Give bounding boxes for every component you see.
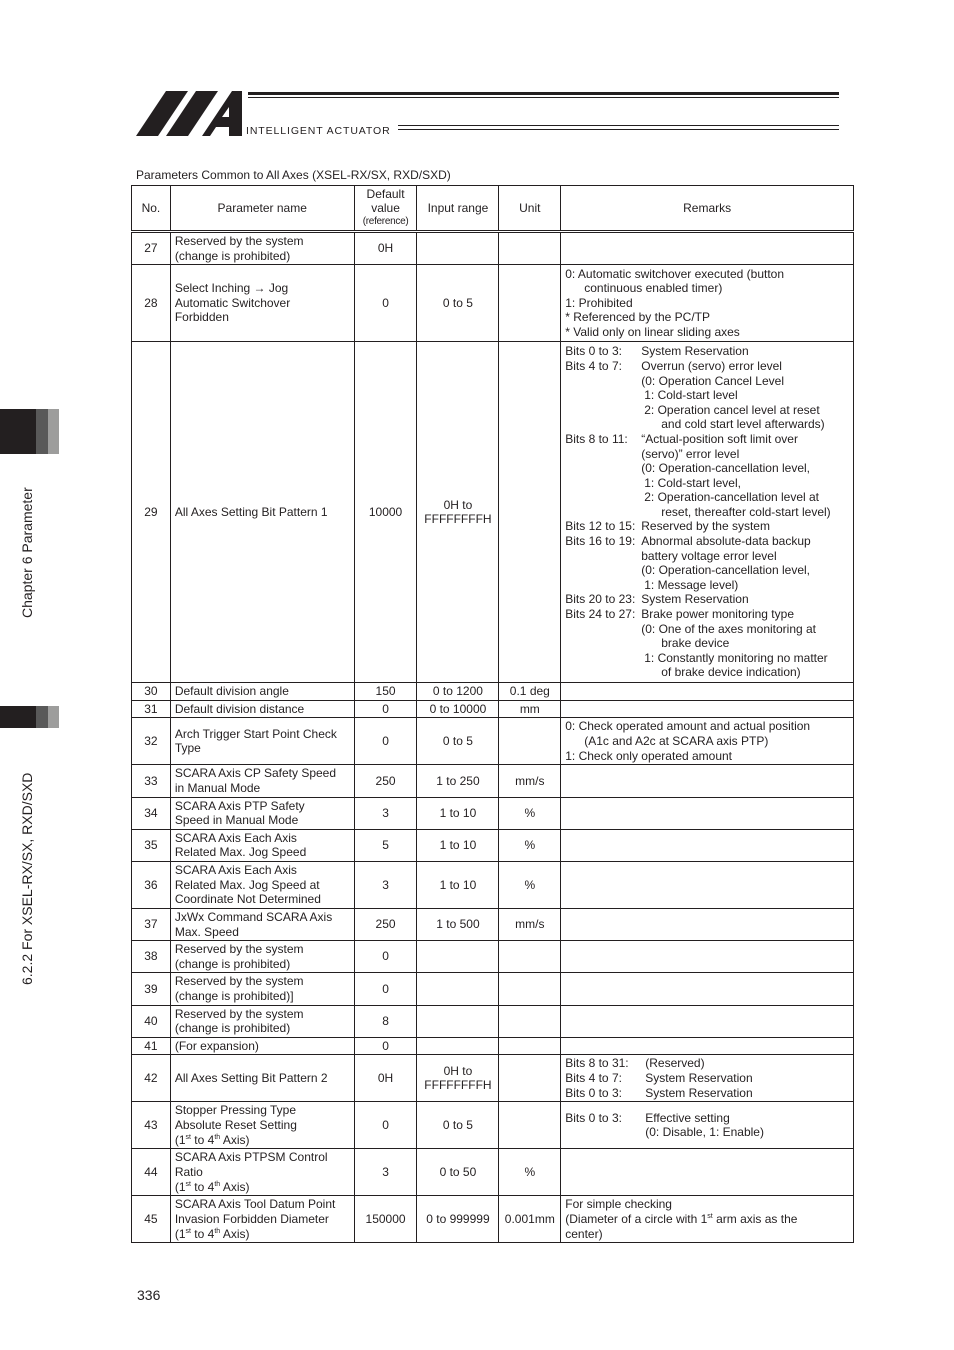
iai-logo (136, 91, 246, 137)
col-range: Input range (417, 186, 499, 232)
table-row: 35 SCARA Axis Each Axis Related Max. Jog Speed 5 1 to 10 % (132, 829, 854, 861)
table-row: 43 Stopper Pressing Type Absolute Reset Setting (1st to 4th Axis) 0 0 to 5 Bits 0 to 3: Effective setting (0: Disable, 1: Enable) (132, 1102, 854, 1149)
table-caption: Parameters Common to All Axes (XSEL-RX/SX, RXD/SXD) (136, 168, 451, 182)
table-row: 31 Default division distance 0 0 to 10000 mm (132, 700, 854, 718)
table-row: 41 (For expansion) 0 (132, 1037, 854, 1055)
table-row: 44 SCARA Axis PTPSM Control Ratio (1st to 4th Axis) 3 0 to 50 % (132, 1149, 854, 1196)
parameters-table (131, 185, 854, 1243)
chapter-tab (0, 409, 36, 454)
header-rule-brand-1 (398, 125, 839, 126)
remarks: For simple checking (Diameter of a circle with 1st arm axis as the center) (561, 1196, 854, 1243)
table-row: 40 Reserved by the system (change is prohibited) 8 (132, 1005, 854, 1037)
section-tab (0, 706, 36, 728)
table-row: 38 Reserved by the system (change is prohibited) 0 (132, 941, 854, 973)
table-row: 42 All Axes Setting Bit Pattern 2 0H 0H to FFFFFFFFH Bits 8 to 31: (Reserved) Bits 4 to 7: System Reservation Bits 0 to 3: System Reservation (132, 1055, 854, 1102)
chapter-tab-grey-2 (48, 409, 59, 454)
table-row: 33 SCARA Axis CP Safety Speed in Manual Mode 250 1 to 250 mm/s (132, 765, 854, 797)
header-rule-brand-2 (398, 129, 839, 130)
col-remarks: Remarks (561, 186, 854, 232)
remarks: 0: Check operated amount and actual position (A1c and A2c at SCARA axis PTP) 1: Check only operated amount (561, 718, 854, 765)
remarks: 0: Automatic switchover executed (button continuous enabled timer) 1: Prohibited * Referenced by the PC/TP * Valid only on linear sliding axes (561, 265, 854, 342)
brand-name: INTELLIGENT ACTUATOR (246, 125, 391, 137)
remarks: Bits 0 to 3: Effective setting (0: Disable, 1: Enable) (561, 1102, 854, 1149)
header-rule-thin (248, 97, 839, 98)
section-tab-grey-1 (36, 706, 48, 728)
table-row: 29 All Axes Setting Bit Pattern 1 10000 0H to FFFFFFFFH Bits 0 to 3: System Reservation Bits 4 to 7: Overrun (servo) error level (0: Operation Cancel Level 1: Cold-start level 2: Operation cancel level at reset and cold start level afterwards) Bits 8 to 11: “Actual-position soft limit over (servo)” error level (0: Operation-cancellation level, 1: Cold-start level, 2: Operation-cancellation level at reset, thereafter cold-start level) Bits 12 to 15: Reserved by the system Bits 16 to 19: Abnormal absolute-data backup battery voltage error level (0: Operation-cancellation level, 1: Message level) Bits 20 to 23: System Reservation Bits 24 to 27: Brake power monitoring type (0: One of the axes monitoring at brake device 1: Constantly monitoring no matter of brake device indication) (132, 342, 854, 683)
table-row: 34 SCARA Axis PTP Safety Speed in Manual Mode 3 1 to 10 % (132, 797, 854, 829)
table-row: 28 Select Inching → Jog Automatic Switchover Forbidden 0 0 to 5 0: Automatic switchover executed (button continuous enabled timer) 1: Prohibited * Referenced by the PC/TP * Valid only on linear sliding axes (132, 265, 854, 342)
table-header-row (132, 186, 854, 232)
remarks: Bits 0 to 3: System Reservation Bits 4 to 7: Overrun (servo) error level (0: Operation Cancel Level 1: Cold-start level 2: Operation cancel level at reset and cold start level afterwards) Bits 8 to 11: “Actual-position soft limit over (servo)” error level (0: Operation-cancellation level, 1: Cold-start level, 2: Operation-cancellation level at reset, thereafter cold-start level) Bits 12 to 15: Reserved by the system Bits 16 to 19: Abnormal absolute-data backup battery voltage error level (0: Operation-cancellation level, 1: Message level) Bits 20 to 23: System Reservation Bits 24 to 27: Brake power monitoring type (0: One of the axes monitoring at brake device 1: Constantly monitoring no matter of brake device indication) (561, 342, 854, 683)
col-no: No. (132, 186, 171, 232)
table-row: 30 Default division angle 150 0 to 1200 0.1 deg (132, 683, 854, 701)
header-rule-thick (248, 92, 839, 95)
col-name: Parameter name (170, 186, 354, 232)
chapter-label: Chapter 6 Parameter (19, 487, 35, 618)
col-default: Default value (reference) (354, 186, 417, 232)
page-number: 336 (137, 1287, 161, 1303)
table-row: 27 Reserved by the system (change is prohibited) 0H (132, 232, 854, 265)
chapter-tab-grey-1 (36, 409, 48, 454)
table-row: 39 Reserved by the system (change is prohibited)] 0 (132, 973, 854, 1005)
table-row: 45 SCARA Axis Tool Datum Point Invasion Forbidden Diameter (1st to 4th Axis) 150000 0 to 999999 0.001mm For simple checking (Diameter of a circle with 1st arm axis as the center) (132, 1196, 854, 1243)
table-row: 37 JxWx Command SCARA Axis Max. Speed 250 1 to 500 mm/s (132, 908, 854, 940)
section-label: 6.2.2 For XSEL-RX/SX, RXD/SXD (19, 772, 35, 985)
col-unit: Unit (499, 186, 561, 232)
table-row: 32 Arch Trigger Start Point Check Type 0 0 to 5 0: Check operated amount and actual position (A1c and A2c at SCARA axis PTP) 1: Check only operated amount (132, 718, 854, 765)
remarks: Bits 8 to 31: (Reserved) Bits 4 to 7: System Reservation Bits 0 to 3: System Reservation (561, 1055, 854, 1102)
section-tab-grey-2 (48, 706, 59, 728)
table-row: 36 SCARA Axis Each Axis Related Max. Jog Speed at Coordinate Not Determined 3 1 to 10 % (132, 861, 854, 908)
